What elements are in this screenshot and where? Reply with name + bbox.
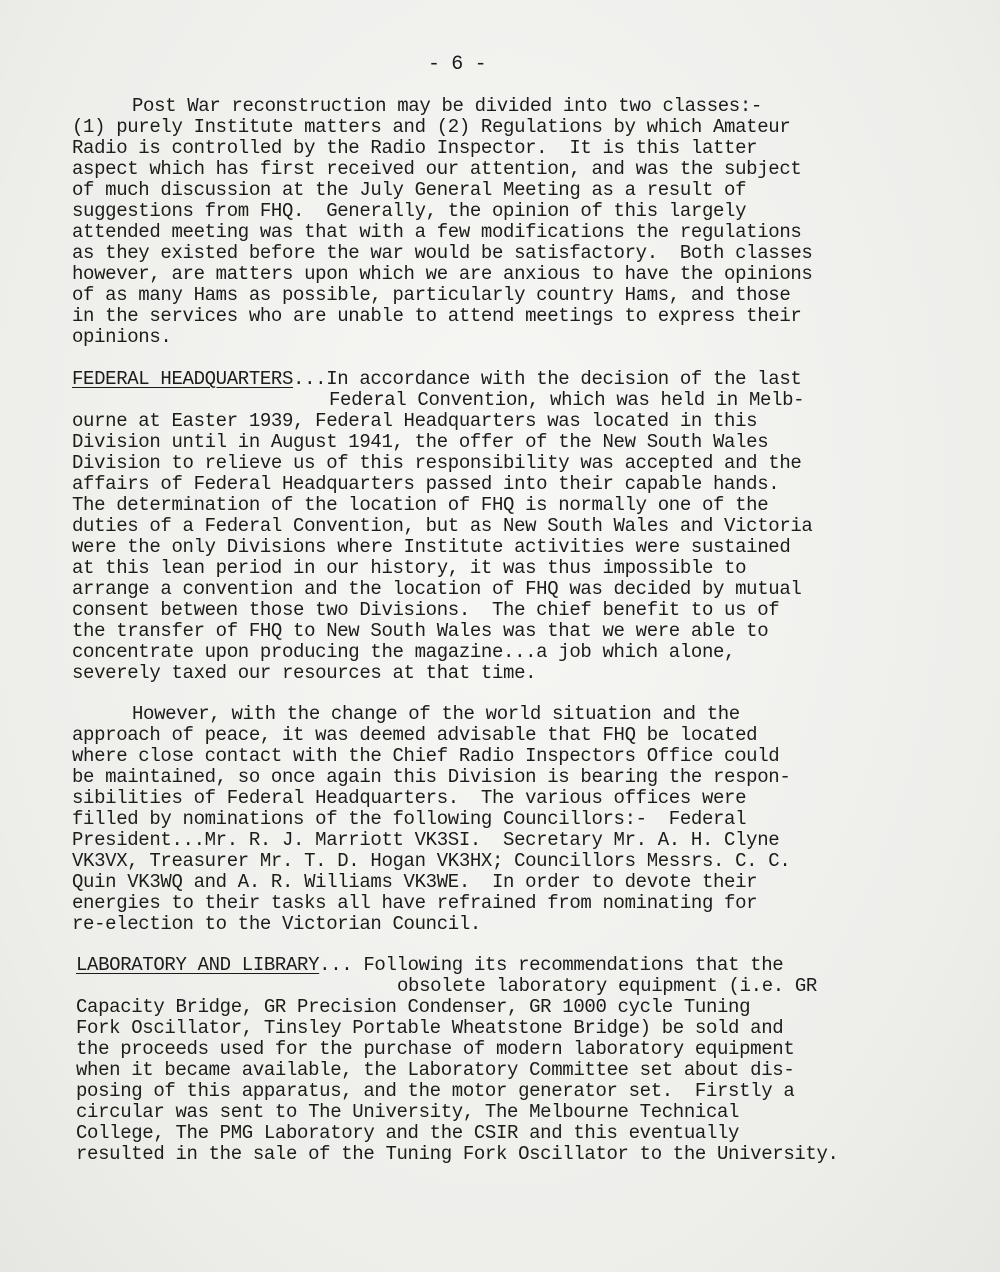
text-line: at this lean period in our history, it was thus impossible to bbox=[72, 557, 747, 579]
text-line: Division until in August 1941, the offer of the New South Wales bbox=[72, 431, 769, 453]
text-line: when it became available, the Laboratory Committee set about dis- bbox=[76, 1059, 795, 1081]
text-line: VK3VX, Treasurer Mr. T. D. Hogan VK3HX; Councillors Messrs. C. C. bbox=[72, 850, 791, 872]
text-line: energies to their tasks all have refrained from nominating for bbox=[72, 892, 758, 914]
text-line: Post War reconstruction may be divided into two classes:- bbox=[132, 95, 762, 117]
text-line: filled by nominations of the following Councillors:- Federal bbox=[72, 808, 747, 830]
section-heading-line bbox=[76, 955, 783, 976]
text-line: arrange a convention and the location of FHQ was decided by mutual bbox=[72, 578, 802, 600]
text-line: Capacity Bridge, GR Precision Condenser, GR 1000 cycle Tuning bbox=[76, 996, 751, 1018]
text-line: However, with the change of the world situation and the bbox=[132, 703, 740, 725]
text-line: as they existed before the war would be satisfactory. Both classes bbox=[72, 242, 813, 264]
text-line: in the services who are unable to attend meetings to express their bbox=[72, 305, 802, 327]
text-line: concentrate upon producing the magazine...a job which alone, bbox=[72, 641, 736, 663]
text-line: College, The PMG Laboratory and the CSIR and this eventually bbox=[76, 1122, 740, 1144]
section-heading-line bbox=[72, 369, 801, 390]
text-line: duties of a Federal Convention, but as New South Wales and Victoria bbox=[72, 515, 813, 537]
text-line: severely taxed our resources at that time. bbox=[72, 662, 537, 684]
text-line: however, are matters upon which we are anxious to have the opinions bbox=[72, 263, 813, 285]
text-line: the proceeds used for the purchase of modern laboratory equipment bbox=[76, 1038, 795, 1060]
section-heading: LABORATORY AND LIBRARY bbox=[76, 954, 320, 976]
text-line: sibilities of Federal Headquarters. The various offices were bbox=[72, 787, 747, 809]
text-line: President...Mr. R. J. Marriott VK3SI. Secretary Mr. A. H. Clyne bbox=[72, 829, 780, 851]
text-line: Radio is controlled by the Radio Inspector. It is this latter bbox=[72, 137, 758, 159]
text-line: approach of peace, it was deemed advisable that FHQ be located bbox=[72, 724, 758, 746]
text-line: of much discussion at the July General Meeting as a result of bbox=[72, 179, 747, 201]
text-line: affairs of Federal Headquarters passed into their capable hands. bbox=[72, 473, 780, 495]
text-line: posing of this apparatus, and the motor generator set. Firstly a bbox=[76, 1080, 795, 1102]
text-line: Fork Oscillator, Tinsley Portable Wheatstone Bridge) be sold and bbox=[76, 1017, 784, 1039]
text-line: be maintained, so once again this Division is bearing the respon- bbox=[72, 766, 791, 788]
text-line: the transfer of FHQ to New South Wales was that we were able to bbox=[72, 620, 769, 642]
text-line: attended meeting was that with a few modifications the regulations bbox=[72, 221, 802, 243]
text-line: aspect which has first received our attention, and was the subject bbox=[72, 158, 802, 180]
text-line: consent between those two Divisions. The chief benefit to us of bbox=[72, 599, 780, 621]
text-line: re-election to the Victorian Council. bbox=[72, 913, 481, 935]
text-line: where close contact with the Chief Radio Inspectors Office could bbox=[72, 745, 780, 767]
section-heading: FEDERAL HEADQUARTERS bbox=[72, 368, 294, 390]
text-line: The determination of the location of FHQ is normally one of the bbox=[72, 494, 769, 516]
text-line: were the only Divisions where Institute activities were sustained bbox=[72, 536, 791, 558]
text-line: suggestions from FHQ. Generally, the opinion of this largely bbox=[72, 200, 747, 222]
section-lead-text: ... Following its recommendations that the bbox=[319, 954, 784, 976]
text-line: obsolete laboratory equipment (i.e. GR bbox=[397, 975, 817, 997]
text-line: opinions. bbox=[72, 326, 172, 348]
text-line: Quin VK3WQ and A. R. Williams VK3WE. In order to devote their bbox=[72, 871, 758, 893]
section-lead-text: ...In accordance with the decision of the last bbox=[293, 368, 802, 390]
text-line: of as many Hams as possible, particularly country Hams, and those bbox=[72, 284, 791, 306]
text-line: Federal Convention, which was held in Melb- bbox=[329, 389, 805, 411]
text-line: resulted in the sale of the Tuning Fork Oscillator to the University. bbox=[76, 1143, 839, 1165]
page-number: - 6 - bbox=[428, 53, 487, 76]
text-line: ourne at Easter 1939, Federal Headquarters was located in this bbox=[72, 410, 758, 432]
text-line: circular was sent to The University, The Melbourne Technical bbox=[76, 1101, 740, 1123]
text-line: Division to relieve us of this responsibility was accepted and the bbox=[72, 452, 802, 474]
text-line: (1) purely Institute matters and (2) Regulations by which Amateur bbox=[72, 116, 791, 138]
